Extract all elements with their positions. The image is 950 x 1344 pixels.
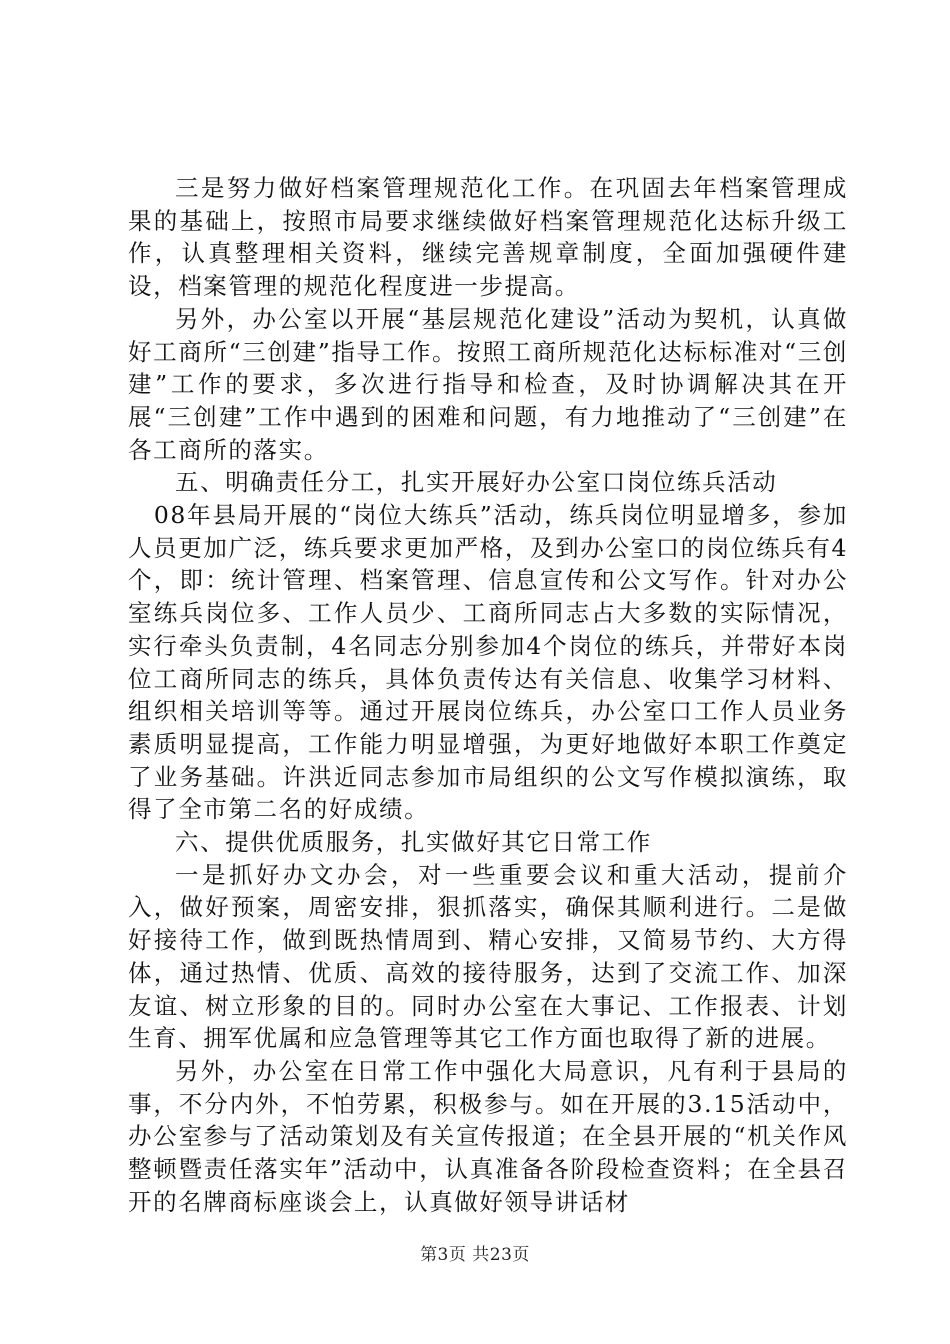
paragraph-daily-work: 一是抓好办文办会，对一些重要会议和重大活动，提前介入，做好预案，周密安排，狠抓落实，确保其顺利进行。二是做好接待工作，做到既热情周到、精心安排，又简易节约、大方得体，通过热情、优质、高效的接待服务，达到了交流工作、加深友谊、树立形象的目的。同时办公室在大事记、工作报表、计划生育、拥军优属和应急管理等其它工作方面也取得了新的进展。 xyxy=(128,860,848,1053)
page-number-footer: 第3页 共23页 xyxy=(420,1245,530,1265)
paragraph-archive-management: 三是努力做好档案管理规范化工作。在巩固去年档案管理成果的基础上，按照市局要求继续做好档案管理规范化达标升级工作，认真整理相关资料，继续完善规章制度，全面加强硬件建设，档案管理的规范化程度进一步提高。 xyxy=(128,174,848,301)
section-heading-six: 六、提供优质服务，扎实做好其它日常工作 xyxy=(175,828,652,857)
paragraph-job-training: 08年县局开展的“岗位大练兵”活动，练兵岗位明显增多，参加人员更加广泛，练兵要求更加严格，及到办公室口的岗位练兵有4个，即：统计管理、档案管理、信息宣传和公文写作。针对办公室练兵岗位多、工作人员少、工商所同志占大多数的实际情况，实行牵头负责制，4名同志分别参加4个岗位的练兵，并带好本岗位工商所同志的练兵，具体负责传达有关信息、收集学习材料、组织相关培训等等。通过开展岗位练兵，办公室口工作人员业务素质明显提高，工作能力明显增强，为更好地做好本职工作奠定了业务基础。许洪近同志参加市局组织的公文写作模拟演练，取得了全市第二名的好成绩。 xyxy=(128,501,848,824)
document-body xyxy=(128,172,848,1219)
paragraph-overall-awareness: 另外，办公室在日常工作中强化大局意识，凡有利于县局的事，不分内外，不怕劳累，积极参与。如在开展的3.15活动中，办公室参与了活动策划及有关宣传报道；在全县开展的“机关作风整顿暨责任落实年”活动中，认真准备各阶段检查资料；在全县召开的名牌商标座谈会上，认真做好领导讲话材 xyxy=(128,1056,848,1216)
paragraph-three-creations: 另外，办公室以开展“基层规范化建设”活动为契机，认真做好工商所“三创建”指导工作。按照工商所规范化达标标准对“三创建”工作的要求，多次进行指导和检查，及时协调解决其在开展“三创建”工作中遇到的困难和问题，有力地推动了“三创建”在各工商所的落实。 xyxy=(128,304,848,464)
section-heading-five: 五、明确责任分工，扎实开展好办公室口岗位练兵活动 xyxy=(175,468,778,497)
